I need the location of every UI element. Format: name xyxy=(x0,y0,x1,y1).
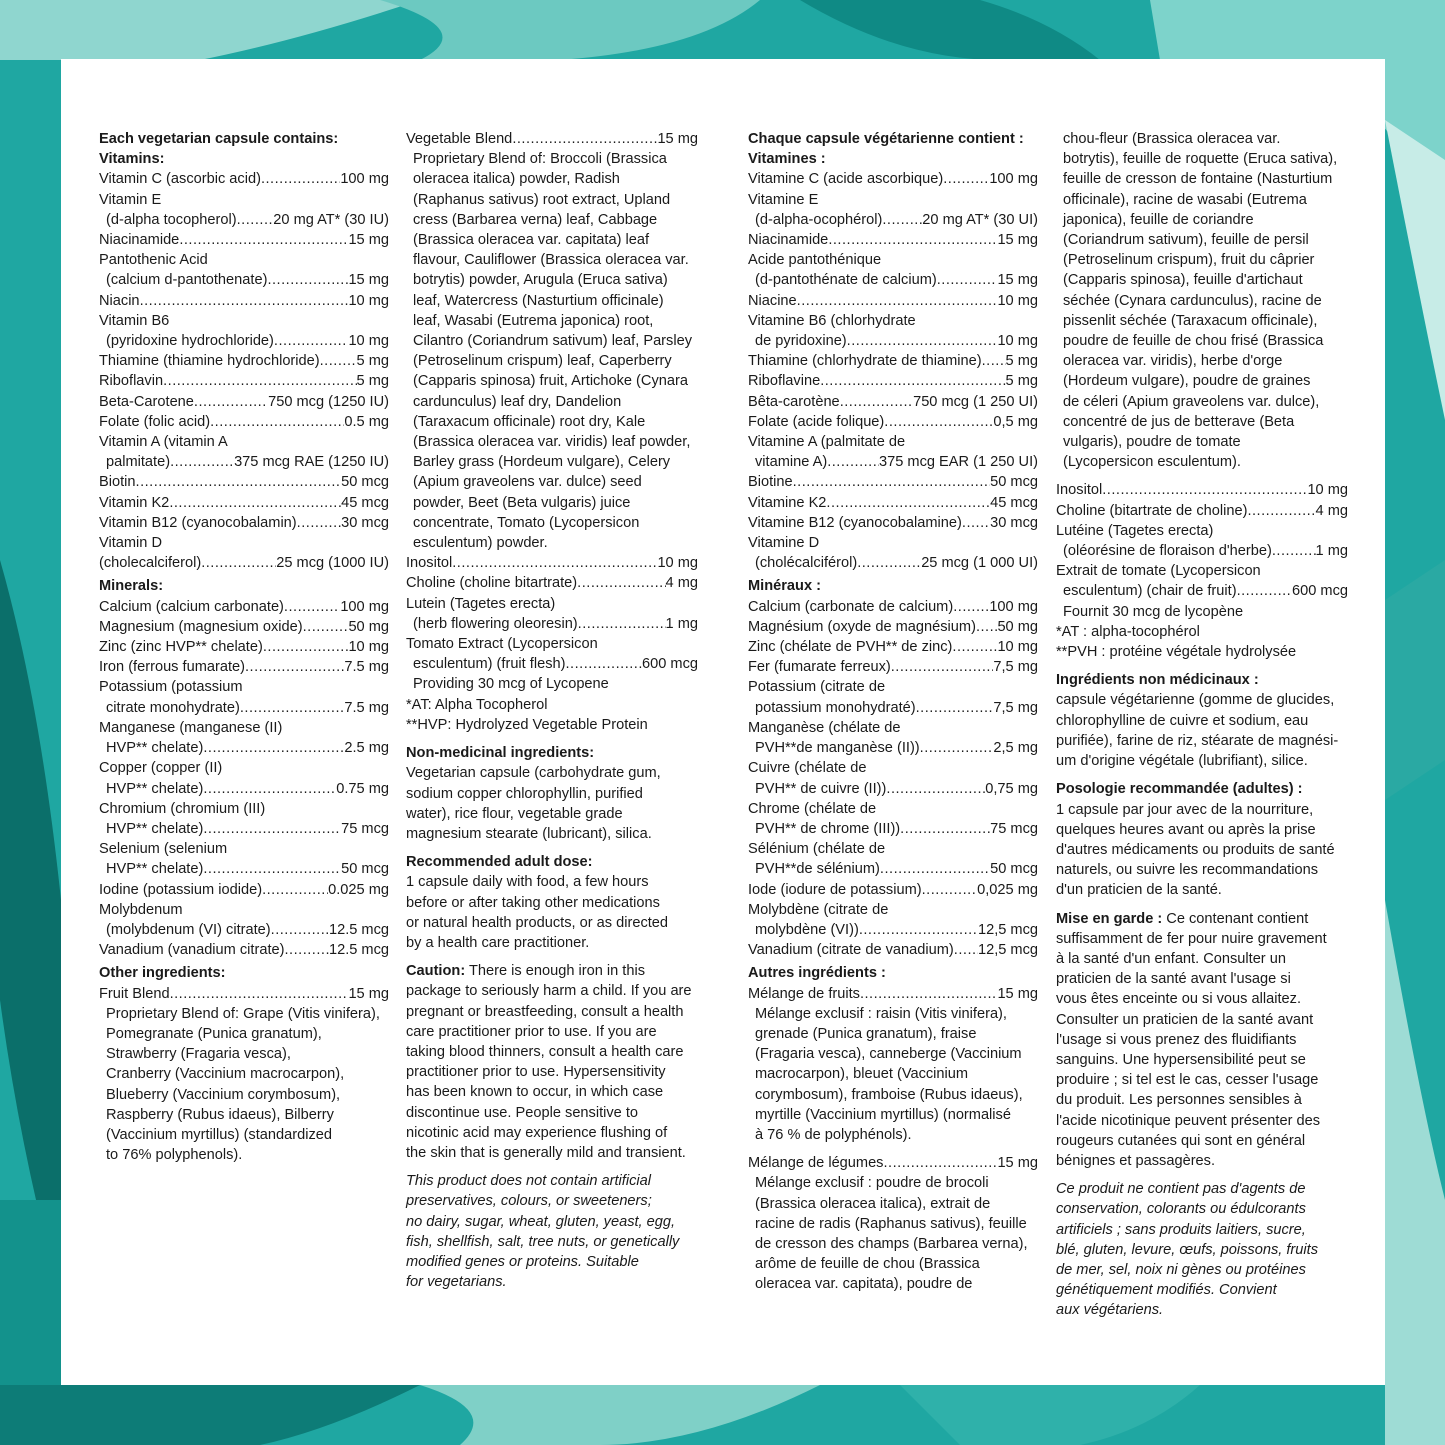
fr-b6-label: Vitamine B6 (chlorhydrate xyxy=(748,312,916,329)
fr-dose-heading: Posologie recommandée (adultes) : xyxy=(1056,781,1303,798)
en-lutein-row: (herb flowering oleoresin) ..... 1 mg xyxy=(406,614,698,634)
fr-zinc-row: Zinc (chélate de PVH** de zinc) ..... 10 mg xyxy=(748,637,1038,657)
en-inositol-row: Inositol ..... 10 mg xyxy=(406,553,698,573)
fr-vitamin-c-row: Vitamine C (acide ascorbique) ..... 100 mg xyxy=(748,169,1038,189)
fr-manganese-row: PVH**de manganèse (II)) ..... 2,5 mg xyxy=(748,738,1038,758)
fr-b6-row: de pyridoxine) ..... 10 mg xyxy=(748,331,1038,351)
en-k2-row: Vitamin K2 ..... 45 mcg xyxy=(99,493,389,513)
fr-vitamin-e-label: Vitamine E xyxy=(748,191,819,208)
fr-magnesium-row: Magnésium (oxyde de magnésium) ..... 50 mg xyxy=(748,617,1038,637)
fr-niacine-row: Niacine ..... 10 mg xyxy=(748,291,1038,311)
en-heading: Each vegetarian capsule contains: xyxy=(99,131,339,147)
en-vitamin-e-row: (d-alpha tocopherol) ..... 20 mg AT* (30 IU) xyxy=(99,210,389,230)
fr-heading: Chaque capsule végétarienne contient : xyxy=(748,131,1024,147)
en-tomato-label: Tomato Extract (Lycopersicon xyxy=(406,636,598,653)
en-vitamin-e-label: Vitamin E xyxy=(99,191,162,208)
english-column-1 xyxy=(99,129,389,1165)
en-vegetable-blend-text: Proprietary Blend of: Broccoli (Brassica oleracea italica) powder, Radish (Raphanus sativus) root extract, Upland cress (Barbarea verna) leaf, Cabbage (Brassica oleracea var. capitata) leaf flavour, Cauliflower (Brassica oleracea var. botrytis) powder, Arugula (Eruca sativa) leaf, Watercress (Nasturtium officinale) leaf, Wasabi (Eutrema japonica) root, Cilantro (Coriandrum sativum) leaf, Parsley (Petroselinum crispum) leaf, Caperberry (Capparis spinosa) fruit, Artichoke (Cynara cardunculus) leaf dry, Dandelion (Taraxacum officinale) root dry, Kale (Brassica oleracea var. viridis) leaf powder, Barley grass (Hordeum vulgare), Celery (Apium graveolens var. dulce) seed powder, Beet (Beta vulgaris) juice concentrate, Tomato (Lycopersicon esculentum) powder. xyxy=(413,151,692,552)
fr-calcium-row: Calcium (carbonate de calcium) ..... 100 mg xyxy=(748,597,1038,617)
en-vitamin-a-row: palmitate) ..... 375 mcg RAE (1250 IU) xyxy=(99,452,389,472)
fr-potassium-label: Potassium (citrate de xyxy=(748,679,886,696)
en-thiamine-row: Thiamine (thiamine hydrochloride) ..... 5 mg xyxy=(99,351,389,371)
fr-molybdene-label: Molybdène (citrate de xyxy=(748,901,889,918)
en-b12-row: Vitamin B12 (cyanocobalamin) ..... 30 mcg xyxy=(99,513,389,533)
en-molybdenum-label: Molybdenum xyxy=(99,901,183,918)
fr-b12-row: Vitamine B12 (cyanocobalamine) ..... 30 mcg xyxy=(748,513,1038,533)
en-choline-row: Choline (choline bitartrate) ..... 4 mg xyxy=(406,573,698,593)
en-free-from-text: This product does not contain artificial preservatives, colours, or sweeteners; no dairy, sugar, wheat, gluten, yeast, egg, fish, shellfish, salt, tree nuts, or genetically modified genes or proteins. Suitable for vegetarians. xyxy=(406,1173,680,1291)
fr-vegetable-blend-row: Mélange de légumes ..... 15 mg xyxy=(748,1153,1038,1173)
en-manganese-row: HVP** chelate) ..... 2.5 mg xyxy=(99,738,389,758)
en-nonmedicinal-heading: Non-medicinal ingredients: xyxy=(406,745,595,762)
fr-chrome-row: PVH** de chrome (III)) ..... 75 mcg xyxy=(748,819,1038,839)
fr-nonmedicinal-heading: Ingrédients non médicinaux : xyxy=(1056,672,1259,689)
english-column-2 xyxy=(406,129,698,1292)
en-lycopene-note: Providing 30 mcg of Lycopene xyxy=(413,676,609,693)
fr-folate-row: Folate (acide folique) ..... 0,5 mg xyxy=(748,412,1038,432)
fr-selenium-row: PVH**de sélénium) ..... 50 mcg xyxy=(748,859,1038,879)
en-vitamin-a-label: Vitamin A (vitamin A xyxy=(99,434,228,451)
en-lutein-label: Lutein (Tagetes erecta) xyxy=(406,595,556,612)
fr-other-heading: Autres ingrédients : xyxy=(748,965,886,982)
en-molybdenum-row: (molybdenum (VI) citrate) ..... 12.5 mcg xyxy=(99,920,389,940)
en-niacin-row: Niacin ..... 10 mg xyxy=(99,291,389,311)
french-column-1 xyxy=(748,129,1038,1295)
fr-cuivre-label: Cuivre (chélate de xyxy=(748,760,867,777)
en-chromium-row: HVP** chelate) ..... 75 mcg xyxy=(99,819,389,839)
fr-fruit-blend-text: Mélange exclusif : raisin (Vitis vinifera), grenade (Punica granatum), fraise (Fragaria vesca), canneberge (Vaccinium macrocarpon), bleuet (Vaccinium corymbosum), framboise (Rubus idaeus), myrtille (Vaccinium myrtillus) (normalisé à 76 % de polyphénols). xyxy=(755,1005,1023,1143)
en-beta-carotene-row: Beta-Carotene ..... 750 mcg (1250 IU) xyxy=(99,392,389,412)
fr-free-from-text: Ce produit ne contient pas d'agents de conservation, colorants ou édulcorants artificiels ; sans produits laitiers, sucre, blé, gluten, levure, œufs, poissons, fruits de mer, sel, noix ni gènes ou protéines génétiquement modifiés. Convient aux végétariens. xyxy=(1056,1181,1318,1319)
en-riboflavin-row: Riboflavin ..... 5 mg xyxy=(99,371,389,391)
fr-vitamin-d-row: (cholécalciférol) ..... 25 mcg (1 000 UI) xyxy=(748,553,1038,573)
fr-fruit-blend-row: Mélange de fruits ..... 15 mg xyxy=(748,984,1038,1004)
fr-minerals-heading: Minéraux : xyxy=(748,578,821,595)
en-caution-heading: Caution: xyxy=(406,963,466,980)
fr-vitamin-a-label: Vitamine A (palmitate de xyxy=(748,434,906,451)
fr-molybdene-row: molybdène (VI)) ..... 12,5 mcg xyxy=(748,920,1038,940)
label-panel xyxy=(61,59,1385,1385)
en-copper-row: HVP** chelate) ..... 0.75 mg xyxy=(99,779,389,799)
fr-inositol-row: Inositol ..... 10 mg xyxy=(1056,480,1348,500)
fr-vanadium-row: Vanadium (citrate de vanadium) ..... 12,5 mcg xyxy=(748,940,1038,960)
fr-at-footnote: *AT : alpha-tocophérol xyxy=(1056,623,1200,640)
en-other-heading: Other ingredients: xyxy=(99,965,226,982)
fr-vegetable-blend-text: Mélange exclusif : poudre de brocoli (Brassica oleracea italica), extrait de racine de radis (Raphanus sativus), feuille de cresson des champs (Barbarea verna), arôme de feuille de chou (Brassica oleracea var. capitata), poudre de xyxy=(755,1175,1028,1293)
en-vegetable-blend-row: Vegetable Blend ..... 15 mg xyxy=(406,129,698,149)
en-iron-row: Iron (ferrous fumarate) ..... 7.5 mg xyxy=(99,657,389,677)
en-vitamin-d-row: (cholecalciferol) ..... 25 mcg (1000 IU) xyxy=(99,553,389,573)
en-fruit-blend-text: Proprietary Blend of: Grape (Vitis vinifera), Pomegranate (Punica granatum), Strawberry (Fragaria vesca), Cranberry (Vaccinium macrocarpon), Blueberry (Vaccinium corymbosum), Raspberry (Rubus idaeus), Bilberry (Vaccinium myrtillus) (standardized to 76% polyphenols). xyxy=(106,1005,380,1164)
fr-iode-row: Iode (iodure de potassium) ..... 0,025 mg xyxy=(748,880,1038,900)
fr-pantothenic-label: Acide pantothénique xyxy=(748,252,882,269)
en-copper-label: Copper (copper (II) xyxy=(99,760,223,777)
fr-dose-text: 1 capsule par jour avec de la nourriture, quelques heures avant ou après la prise d'autres médicaments ou produits de santé naturels, ou suivre les recommandations d'un praticien de la santé. xyxy=(1056,801,1335,899)
en-dose-text: 1 capsule daily with food, a few hours before or after taking other medications or natural health products, or as directed by a health care practitioner. xyxy=(406,874,669,951)
fr-biotine-row: Biotine ..... 50 mcg xyxy=(748,472,1038,492)
en-chromium-label: Chromium (chromium (III) xyxy=(99,800,266,817)
en-vitamin-c-row: Vitamin C (ascorbic acid) ..... 100 mg xyxy=(99,169,389,189)
en-caution-text: Caution: There is enough iron in this package to seriously harm a child. If you are pregnant or breastfeeding, consult a health care practitioner prior to use. If you are taking blood thinners, consult a health care practitioner prior to use. Hypersensitivity has been known to occur, in which case discontinue use. People sensitive to nicotinic acid may experience flushing of the skin that is generally mild and transient. xyxy=(406,963,692,1161)
fr-luteine-row: (oléorésine de floraison d'herbe) ..... 1 mg xyxy=(1056,541,1348,561)
en-nonmedicinal-text: Vegetarian capsule (carbohydrate gum, sodium copper chlorophyllin, purified water), rice flour, vegetable grade magnesium stearate (lubricant), silica. xyxy=(406,765,661,842)
french-column-2 xyxy=(1056,129,1348,1321)
en-folate-row: Folate (folic acid) ..... 0.5 mg xyxy=(99,412,389,432)
fr-choline-row: Choline (bitartrate de choline) ..... 4 mg xyxy=(1056,501,1348,521)
en-iodine-row: Iodine (potassium iodide) ..... 0.025 mg xyxy=(99,880,389,900)
fr-pvh-footnote: **PVH : protéine végétale hydrolysée xyxy=(1056,644,1297,661)
en-selenium-row: HVP** chelate) ..... 50 mcg xyxy=(99,859,389,879)
fr-selenium-label: Sélénium (chélate de xyxy=(748,841,886,858)
fr-potassium-row: potassium monohydraté) ..... 7,5 mg xyxy=(748,698,1038,718)
en-calcium-row: Calcium (calcium carbonate) ..... 100 mg xyxy=(99,597,389,617)
fr-vitamin-d-label: Vitamine D xyxy=(748,535,820,552)
en-magnesium-row: Magnesium (magnesium oxide) ..... 50 mg xyxy=(99,617,389,637)
en-potassium-label: Potassium (potassium xyxy=(99,679,243,696)
fr-caution-text: Mise en garde : Ce contenant contient suffisamment de fer pour nuire gravement à la santé d'un enfant. Consulter un praticien de la santé avant l'usage si vous êtes enceinte ou si vous allaitez. Consulter un praticien de la santé avant l'usage si vous prenez des fluidifiants sanguins. Une hypersensibilité peut se produire ; si tel est le cas, cesser l'usage du produit. Les personnes sensibles à l'acide nicotinique peuvent présenter des rougeurs cutanées qui sont en général bénignes et passagères. xyxy=(1056,910,1327,1169)
en-niacinamide-row: Niacinamide ..... 15 mg xyxy=(99,230,389,250)
en-vanadium-row: Vanadium (vanadium citrate) ..... 12.5 mcg xyxy=(99,940,389,960)
fr-caution-heading: Mise en garde : xyxy=(1056,910,1163,927)
en-selenium-label: Selenium (selenium xyxy=(99,841,228,858)
fr-beta-carotene-row: Bêta-carotène ..... 750 mcg (1 250 UI) xyxy=(748,392,1038,412)
en-at-footnote: *AT: Alpha Tocopherol xyxy=(406,696,548,713)
fr-vitamin-a-row: vitamine A) ..... 375 mcg EAR (1 250 UI) xyxy=(748,452,1038,472)
fr-vitamin-e-row: (d-alpha-ocophérol) ..... 20 mg AT* (30 UI) xyxy=(748,210,1038,230)
en-vitamins-heading: Vitamins: xyxy=(99,151,165,168)
fr-manganese-label: Manganèse (chélate de xyxy=(748,719,901,736)
fr-lycopene-note: Fournit 30 mcg de lycopène xyxy=(1063,603,1244,620)
en-b6-row: (pyridoxine hydrochloride) ..... 10 mg xyxy=(99,331,389,351)
fr-pantothenic-row: (d-pantothénate de calcium) ..... 15 mg xyxy=(748,270,1038,290)
fr-chrome-label: Chrome (chélate de xyxy=(748,800,877,817)
fr-luteine-label: Lutéine (Tagetes erecta) xyxy=(1056,522,1214,539)
en-b6-label: Vitamin B6 xyxy=(99,312,170,329)
fr-k2-row: Vitamine K2 ..... 45 mcg xyxy=(748,493,1038,513)
fr-fer-row: Fer (fumarate ferreux) ..... 7,5 mg xyxy=(748,657,1038,677)
fr-vegetable-blend-continued: chou-fleur (Brassica oleracea var. botrytis), feuille de roquette (Eruca sativa), feuille de cresson de fontaine (Nasturtium officinale), racine de wasabi (Eutrema japonica), feuille de coriandre (Coriandrum sativum), feuille de persil (Petroselinum crispum), fruit du câprier (Capparis spinosa), feuille d'artichaut séchée (Cynara cardunculus), racine de pissenlit séchée (Taraxacum officinale), poudre de feuille de chou frisé (Brassica oleracea var. viridis), herbe d'orge (Hordeum vulgare), poudre de graines de céleri (Apium graveolens var. dulce), concentré de jus de betterave (Beta vulgaris), poudre de tomate (Lycopersicon esculentum). xyxy=(1063,131,1338,471)
en-dose-heading: Recommended adult dose: xyxy=(406,854,593,871)
fr-riboflavine-row: Riboflavine ..... 5 mg xyxy=(748,371,1038,391)
en-hvp-footnote: **HVP: Hydrolyzed Vegetable Protein xyxy=(406,716,648,733)
en-biotin-row: Biotin ..... 50 mcg xyxy=(99,472,389,492)
en-potassium-row: citrate monohydrate) ..... 7.5 mg xyxy=(99,698,389,718)
en-pantothenic-label: Pantothenic Acid xyxy=(99,252,208,269)
fr-nonmedicinal-text: capsule végétarienne (gomme de glucides, chlorophylline de cuivre et sodium, eau purifiée), farine de riz, stéarate de magnési- um d'origine végétale (lubrifiant), silice. xyxy=(1056,692,1339,770)
en-manganese-label: Manganese (manganese (II) xyxy=(99,719,283,736)
en-fruit-blend-row: Fruit Blend ..... 15 mg xyxy=(99,984,389,1004)
en-pantothenic-row: (calcium d-pantothenate) ..... 15 mg xyxy=(99,270,389,290)
en-tomato-row: esculentum) (fruit flesh) ..... 600 mcg xyxy=(406,654,698,674)
fr-tomate-row: esculentum) (chair de fruit) ..... 600 mcg xyxy=(1056,581,1348,601)
fr-thiamine-row: Thiamine (chlorhydrate de thiamine) ..... 5 mg xyxy=(748,351,1038,371)
fr-vitamins-heading: Vitamines : xyxy=(748,151,826,168)
fr-cuivre-row: PVH** de cuivre (II)) ..... 0,75 mg xyxy=(748,779,1038,799)
en-vitamin-d-label: Vitamin D xyxy=(99,535,162,552)
fr-tomate-label: Extrait de tomate (Lycopersicon xyxy=(1056,563,1261,580)
fr-niacinamide-row: Niacinamide ..... 15 mg xyxy=(748,230,1038,250)
en-minerals-heading: Minerals: xyxy=(99,578,164,595)
en-zinc-row: Zinc (zinc HVP** chelate) ..... 10 mg xyxy=(99,637,389,657)
